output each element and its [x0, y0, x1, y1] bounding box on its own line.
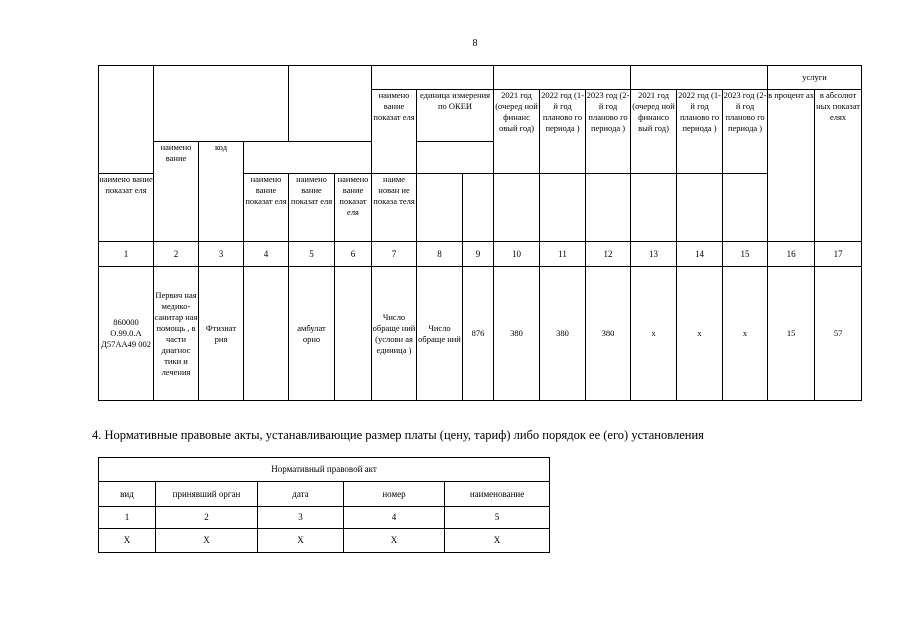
- header-col13-filler: [677, 174, 723, 242]
- acts-column-number: 2: [156, 507, 258, 529]
- header-indicator-name: наимено вание показат еля: [372, 90, 417, 174]
- header-col5-name: наимено вание показат еля: [335, 174, 372, 242]
- header-2022-b: 2022 год (1-й год планово го периода ): [677, 90, 723, 174]
- column-number: 14: [677, 242, 723, 267]
- header-2021-b: 2021 год (очеред ной финансо вый год): [631, 90, 677, 174]
- column-number: 13: [631, 242, 677, 267]
- column-number: 9: [463, 242, 494, 267]
- acts-column-number: 1: [99, 507, 156, 529]
- header-unit-code: код: [199, 142, 244, 242]
- acts-value-type: Х: [99, 529, 156, 553]
- column-number: 12: [586, 242, 631, 267]
- header-cell-cols7-9: [372, 66, 494, 90]
- header-col12-filler: [631, 174, 677, 242]
- unit-code: 876: [463, 267, 494, 401]
- column-number: 4: [244, 242, 289, 267]
- header-unit-okei: единица измерения по ОКЕИ: [417, 90, 494, 142]
- acts-header-number: номер: [344, 482, 445, 507]
- header-absolute: в абсолют ных показат елях: [815, 90, 862, 242]
- acts-header-date: дата: [258, 482, 344, 507]
- header-col4-name: наимено вание показат еля: [289, 174, 335, 242]
- header-2021-a: 2021 год (очеред ной финанс овый год): [494, 90, 540, 174]
- acts-table-title: Нормативный правовой акт: [99, 458, 550, 482]
- header-cell-cols10-12: [494, 66, 631, 90]
- header-cell-cols13-15: [631, 66, 768, 90]
- header-2022-a: 2022 год (1-й год планово го периода ): [540, 90, 586, 174]
- column-number: 3: [199, 242, 244, 267]
- acts-column-number: 5: [445, 507, 550, 529]
- acts-header-authority: принявший орган: [156, 482, 258, 507]
- column-number: 11: [540, 242, 586, 267]
- page-number: 8: [472, 38, 478, 49]
- acts-column-number: 3: [258, 507, 344, 529]
- header-unit-name: наимено вание: [154, 142, 199, 242]
- header-col6-name: наиме нован ие показа теля: [372, 174, 417, 242]
- acts-value-date: Х: [258, 529, 344, 553]
- column-number: 16: [768, 242, 815, 267]
- section-title: 4. Нормативные правовые акты, устанавливающие размер платы (цену, тариф) либо порядок ее (его) установления: [92, 428, 704, 442]
- column-number: 17: [815, 242, 862, 267]
- column-number: 15: [723, 242, 768, 267]
- header-col10-filler: [540, 174, 586, 242]
- acts-value-authority: Х: [156, 529, 258, 553]
- deviation-absolute: 57: [815, 267, 862, 401]
- header-cell-cols5-6: [289, 66, 372, 142]
- indicator-name: Число обраще ний (условн ая единица ): [372, 267, 417, 401]
- header-percent: в процент ах: [768, 90, 815, 242]
- fee-2023: х: [723, 267, 768, 401]
- column-number: 10: [494, 242, 540, 267]
- acts-value-number: Х: [344, 529, 445, 553]
- value-2022: 380: [540, 267, 586, 401]
- column-number: 7: [372, 242, 417, 267]
- unit-name: Число обраще ний: [417, 267, 463, 401]
- column-number: 2: [154, 242, 199, 267]
- column-number: 1: [99, 242, 154, 267]
- acts-header-title: наименование: [445, 482, 550, 507]
- header-col11-filler: [586, 174, 631, 242]
- data-cell-col4: [244, 267, 289, 401]
- header-2023-a: 2023 год (2-й год планово го периода ): [586, 90, 631, 174]
- header-col9-filler: [494, 174, 540, 242]
- acts-header-type: вид: [99, 482, 156, 507]
- registry-code: 860000 О.99.0.А Д57АА49 002: [99, 267, 154, 401]
- header-col14-filler: [723, 174, 768, 242]
- header-2023-b: 2023 год (2-й год планово го периода ): [723, 90, 768, 174]
- header-cell-col1: [99, 66, 154, 174]
- header-col8-filler: [463, 174, 494, 242]
- service-content: Первич ная медико-санитар ная помощь , в части диагнос тики и лечения: [154, 267, 199, 401]
- service-conditions: амбулат орно: [289, 267, 335, 401]
- column-number: 5: [289, 242, 335, 267]
- header-col3-name: наимено вание показат еля: [244, 174, 289, 242]
- legal-acts-table: [98, 457, 550, 553]
- data-cell-col6: [335, 267, 372, 401]
- acts-column-number: 4: [344, 507, 445, 529]
- fee-2021: х: [631, 267, 677, 401]
- header-services: услуги: [768, 66, 862, 90]
- header-cell-cols2-4: [154, 66, 289, 142]
- service-profile: Фтизиат рия: [199, 267, 244, 401]
- deviation-percent: 15: [768, 267, 815, 401]
- value-2021: 380: [494, 267, 540, 401]
- column-number: 8: [417, 242, 463, 267]
- fee-2022: х: [677, 267, 723, 401]
- service-volume-table: [98, 65, 862, 401]
- acts-value-title: Х: [445, 529, 550, 553]
- header-col7-filler: [417, 174, 463, 242]
- column-number: 6: [335, 242, 372, 267]
- value-2023: 380: [586, 267, 631, 401]
- header-col2-name: наимено вание показат еля: [99, 174, 154, 242]
